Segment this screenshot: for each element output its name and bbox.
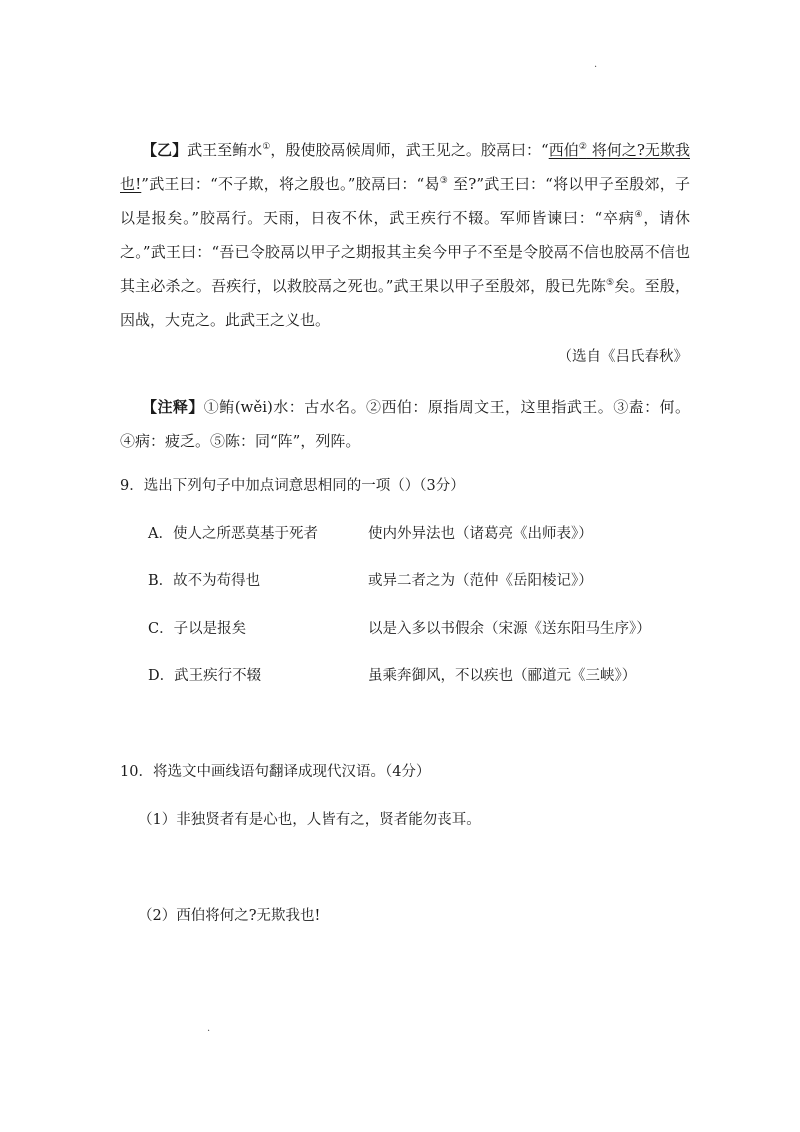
passage-text: 武王至鲔水 (187, 141, 263, 159)
note-marker-2: ② (578, 142, 587, 152)
note-marker-3: ③ (439, 176, 449, 186)
annotations-text: ①鲔(wěi)水：古水名。②西伯：原指周文王，这里指武王。③盍：何。④病：疲乏。⑤陈：同“阵”，列阵。 (120, 398, 690, 450)
passage-text: 矣。至殷，因战，大克之。此武王之义也。 (120, 277, 690, 329)
question-9-stem: 9．选出下列句子中加点词意思相同的一项（）（3分） (120, 478, 465, 494)
passage-text: ，殷使胶鬲候周师，武王见之。胶鬲曰：“ (270, 141, 549, 159)
underlined-sentence: 西伯② 将何之?无欺我也! (120, 141, 690, 193)
option-c-left: C．子以是报矣 (148, 621, 247, 637)
annotations-label: 【注释】 (142, 398, 204, 416)
top-dot-mark: · (594, 62, 598, 73)
question-10-sentence-2: （2）西伯将何之?无欺我也! (138, 908, 321, 924)
passage-text: ，请休之。”武王曰：“吾已令胶鬲以甲子之期报其主矣今甲子不至是令胶鬲不信也胶鬲不信也其主必杀之。吾疾行，以救胶鬲之死也。”武王果以甲子至殷郊，殷已先陈 (120, 209, 690, 295)
question-10-sentence-1: （1）非独贤者有是心也，人皆有之，贤者能勿丧耳。 (138, 812, 481, 828)
option-d-right: 虽乘奔御风，不以疾也（郦道元《三峡》） (368, 668, 637, 684)
option-a-left: A．使人之所恶莫基于死者 (148, 526, 318, 542)
question-10-stem: 10．将选文中画线语句翻译成现代汉语。（4分） (120, 764, 431, 780)
annotations (120, 390, 690, 458)
bottom-dot-mark: · (207, 1026, 211, 1037)
note-marker-4: ④ (634, 210, 644, 220)
passage-text: 至?”武王曰：“将以甲子至殷郊，子以是报矣。”胶鬲行。天雨，日夜不休，武王疾行不辍。军师皆谏曰：“卒病 (120, 175, 690, 227)
option-b-left: B．故不为苟得也 (148, 573, 261, 589)
option-d-left: D．武王疾行不辍 (148, 668, 262, 684)
option-c-right: 以是入多以书假余（宋源《送东阳马生序》） (368, 621, 651, 637)
passage-source: （选自《吕氏春秋》 (557, 349, 688, 365)
passage-label: 【乙】 (142, 141, 188, 159)
passage-text: ”武王曰：“不子欺，将之殷也。”胶鬲曰：“曷 (141, 175, 440, 193)
classical-passage (120, 133, 690, 337)
option-b-right: 或异二者之为（范仲《岳阳棱记》） (368, 573, 593, 589)
note-marker-1: ① (262, 142, 271, 152)
option-a-right: 使内外异法也（诸葛亮《出师表》） (368, 526, 593, 542)
note-marker-5: ⑤ (606, 278, 615, 288)
